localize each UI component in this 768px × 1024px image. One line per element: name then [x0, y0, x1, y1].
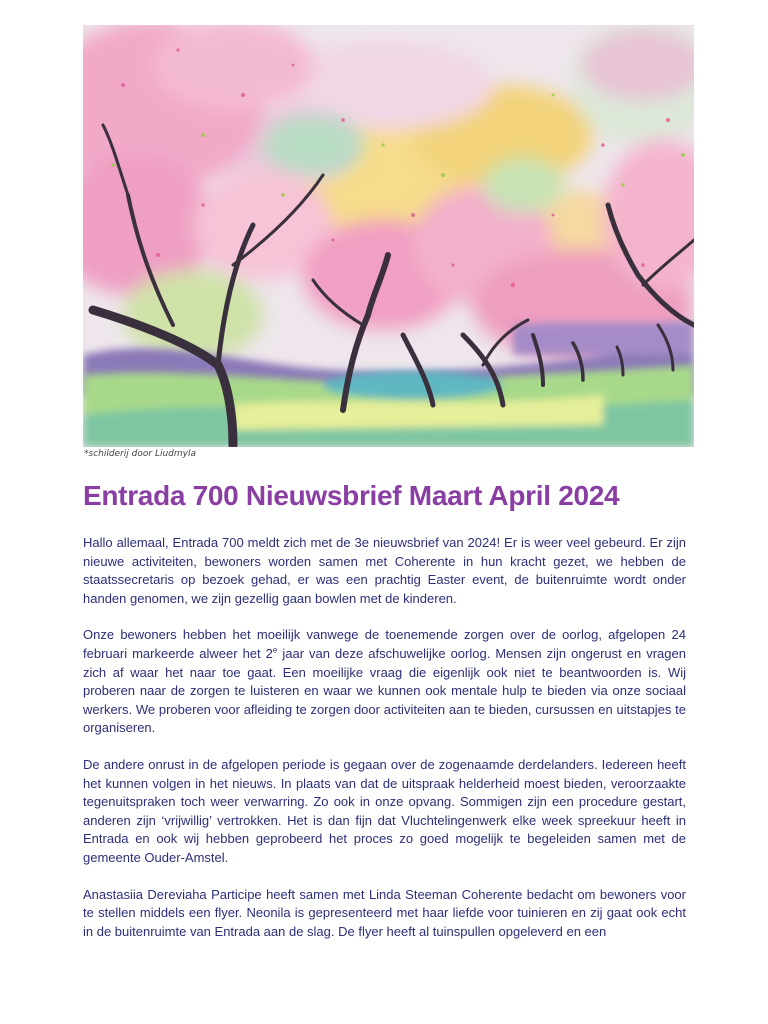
paragraph-war-concerns-end: jaar van deze afschuwelijke oorlog. Mensen zijn ongerust en vragen zich af waar het naar toe gaat. Een moeilijke vraag die eigenlijk ook niet te beantwoorden is. Wij proberen naar de zorgen te luisteren en waar we kunnen ook mentale hulp te bieden via onze sociaal werkers. We proberen voor afleiding te zorgen door activiteiten aan te bieden, cursussen en uitstapjes te organiseren. [83, 645, 686, 736]
paragraph-flyer: Anastasiia Dereviaha Participe heeft samen met Linda Steeman Coherente bedacht om bewoners voor te stellen middels een flyer. Neonila is gepresenteerd met haar liefde voor tuinieren en zij gaat ook echt in de buitenruimte van Entrada aan de slag. De flyer heeft al tuinspullen opgeleverd en een [83, 886, 686, 939]
blossom-painting [83, 25, 694, 447]
paragraph-intro: Hallo allemaal, Entrada 700 meldt zich met de 3e nieuwsbrief van 2024! Er is weer veel gebeurd. Er zijn nieuwe activiteiten, bewoners worden samen met Coherente in hun kracht gezet, we hebben de staatssecretaris op bezoek gehad, er was een prachtig Easter event, de buitenruimte wordt onder handen genomen, we zijn gezellig gaan bowlen met de kinderen. [83, 535, 686, 606]
blossom-painting-image [83, 25, 694, 447]
painting-caption: *schilderij door Liudmyla [84, 449, 196, 459]
paragraph-third-country-nationals: De andere onrust in de afgelopen periode is gegaan over de zogenaamde derdelanders. Iedereen heeft het kunnen volgen in het nieuws. In plaats van dat de uitspraak helderheid moest bieden, veroorzaakte tegenuitspraken toch weer verwarring. Zo ook in onze opvang. Sommigen zijn een procedure gestart, anderen zijn ‘vrijwillig’ vertrokken. Het is dan fijn dat Vluchtelingenwerk elke week spreekuur heeft in Entrada en ook wij hebben geprobeerd het proces zo goed mogelijk te begeleiden samen met de gemeente Ouder-Amstel. [83, 756, 686, 865]
paragraph-war-concerns [83, 626, 686, 738]
newsletter-title: Entrada 700 Nieuwsbrief Maart April 2024 [83, 480, 620, 511]
paragraph-war-concerns-start: Onze bewoners hebben het moeilijk vanwege de toenemende zorgen over de oorlog, afgelopen 24 februari markeerde alweer het 2 [83, 627, 686, 661]
newsletter-body [83, 534, 686, 960]
ordinal-suffix: e [272, 645, 278, 655]
